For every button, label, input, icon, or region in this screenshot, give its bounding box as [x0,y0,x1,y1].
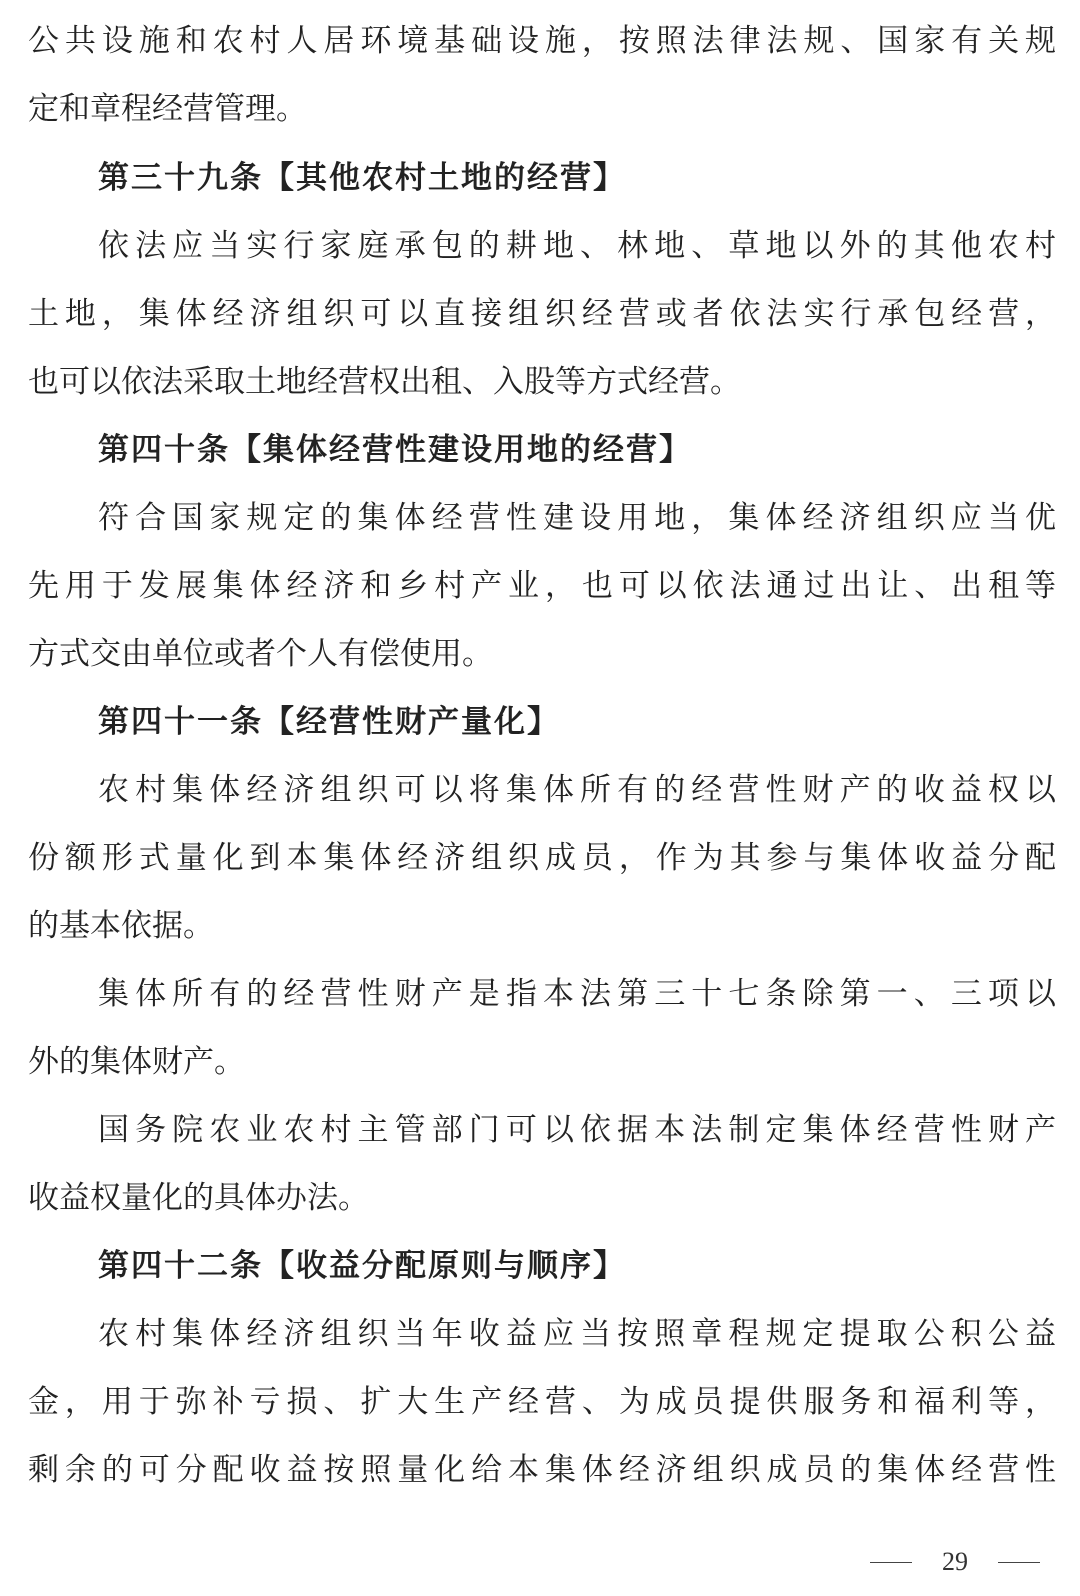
paragraph-line: 公共设施和农村人居环境基础设施，按照法律法规、国家有关规 [28,23,1056,59]
article-heading: 第三十九条【其他农村土地的经营】 [98,160,626,196]
paragraph-line: 农村集体经济组织可以将集体所有的经营性财产的收益权以 [98,772,1056,808]
footer-dash-right [998,1562,1040,1563]
article-heading: 第四十二条【收益分配原则与顺序】 [98,1248,626,1284]
paragraph-line: 先用于发展集体经济和乡村产业，也可以依法通过出让、出租等 [28,568,1056,604]
paragraph-line: 收益权量化的具体办法。 [28,1180,369,1216]
article-heading: 第四十条【集体经营性建设用地的经营】 [98,432,692,468]
article-heading: 第四十一条【经营性财产量化】 [98,704,560,740]
paragraph-line: 定和章程经营管理。 [28,91,307,127]
paragraph-line: 份额形式量化到本集体经济组织成员，作为其参与集体收益分配 [28,840,1056,876]
paragraph-line: 土地，集体经济组织可以直接组织经营或者依法实行承包经营， [28,296,1056,332]
paragraph-line: 的基本依据。 [28,908,214,944]
paragraph-line: 金，用于弥补亏损、扩大生产经营、为成员提供服务和福利等， [28,1384,1056,1420]
footer-dash-left [870,1562,912,1563]
paragraph-line: 也可以依法采取土地经营权出租、入股等方式经营。 [28,364,741,400]
paragraph-line: 国务院农业农村主管部门可以依据本法制定集体经营性财产 [98,1112,1056,1148]
paragraph-line: 农村集体经济组织当年收益应当按照章程规定提取公积公益 [98,1316,1056,1352]
paragraph-line: 方式交由单位或者个人有偿使用。 [28,636,493,672]
paragraph-line: 依法应当实行家庭承包的耕地、林地、草地以外的其他农村 [98,228,1056,264]
paragraph-line: 符合国家规定的集体经营性建设用地，集体经济组织应当优 [98,500,1056,536]
page-footer [870,1545,1040,1579]
paragraph-line: 剩余的可分配收益按照量化给本集体经济组织成员的集体经营性 [28,1452,1056,1488]
paragraph-line: 集体所有的经营性财产是指本法第三十七条除第一、三项以 [98,976,1056,1012]
page-number: 29 [942,1547,968,1576]
paragraph-line: 外的集体财产。 [28,1044,245,1080]
